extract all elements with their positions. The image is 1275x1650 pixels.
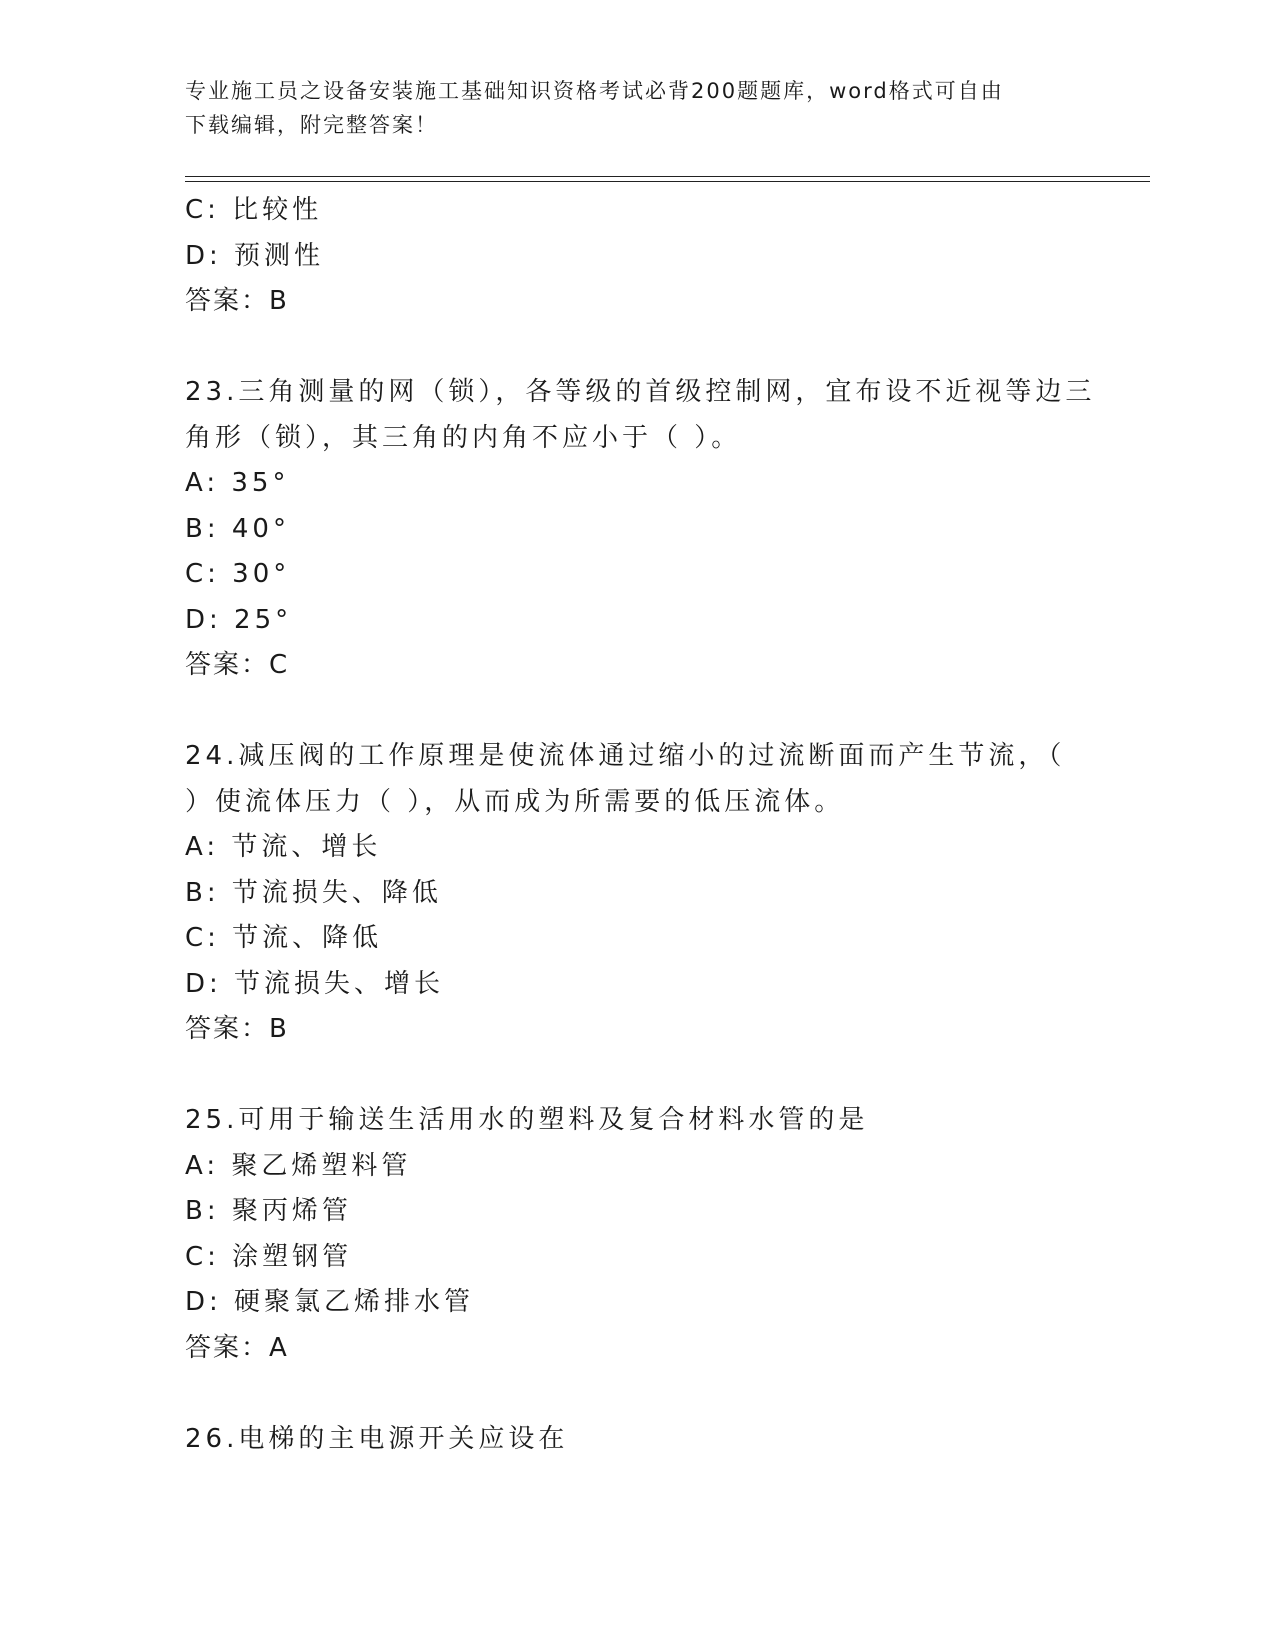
option-d: D: 25°: [185, 604, 293, 635]
option-c: C: 节流、降低: [185, 923, 383, 953]
question-stem: 24.减压阀的工作原理是使流体通过缩小的过流断面而产生节流，（: [185, 741, 1066, 771]
header-line-1: 专业施工员之设备安装施工基础知识资格考试必背200题题库，word格式可自由: [185, 79, 1004, 103]
spacer: [185, 689, 1085, 735]
question-stem-continued: ）使流体压力（ ），从而成为所需要的低压流体。: [185, 786, 845, 817]
header-divider-top: [185, 176, 1150, 177]
header-divider-bottom: [185, 181, 1150, 182]
option-b: B: 节流损失、降低: [185, 877, 442, 908]
option-c: C: 比较性: [185, 195, 323, 225]
option-a: A: 聚乙烯塑料管: [185, 1150, 412, 1181]
answer-line: 答案：B: [185, 1014, 289, 1044]
question-list: [185, 188, 1096, 1462]
option-d: D: 硬聚氯乙烯排水管: [185, 1287, 475, 1317]
answer-line: 答案：C: [185, 650, 290, 680]
option-c: C: 涂塑钢管: [185, 1241, 353, 1272]
question-stem: 23.三角测量的网（锁），各等级的首级控制网，宜布设不近视等边三: [185, 377, 1096, 407]
question-stem-continued: 角形（锁），其三角的内角不应小于（ ）。: [185, 422, 742, 453]
answer-line: 答案：B: [185, 286, 289, 316]
question-23: [185, 370, 1096, 689]
spacer: [185, 1053, 1085, 1099]
option-a: A: 35°: [185, 468, 290, 498]
question-26: [185, 1417, 1085, 1463]
answer-line: 答案：A: [185, 1332, 289, 1363]
previous-question-tail: [185, 188, 1085, 325]
header-line-2: 下载编辑，附完整答案！: [185, 113, 438, 137]
question-24: [185, 734, 1085, 1053]
spacer: [185, 325, 1085, 371]
option-b: B: 聚丙烯管: [185, 1196, 352, 1226]
document-header: [185, 74, 1085, 142]
question-stem: 25.可用于输送生活用水的塑料及复合材料水管的是: [185, 1105, 869, 1135]
option-d: D: 节流损失、增长: [185, 968, 445, 999]
option-c: C: 30°: [185, 559, 291, 589]
spacer: [185, 1371, 1085, 1417]
option-d: D: 预测性: [185, 240, 325, 271]
option-b: B: 40°: [185, 513, 290, 544]
option-a: A: 节流、增长: [185, 832, 382, 862]
question-stem: 26.电梯的主电源开关应设在: [185, 1423, 569, 1454]
question-25: [185, 1098, 1085, 1371]
